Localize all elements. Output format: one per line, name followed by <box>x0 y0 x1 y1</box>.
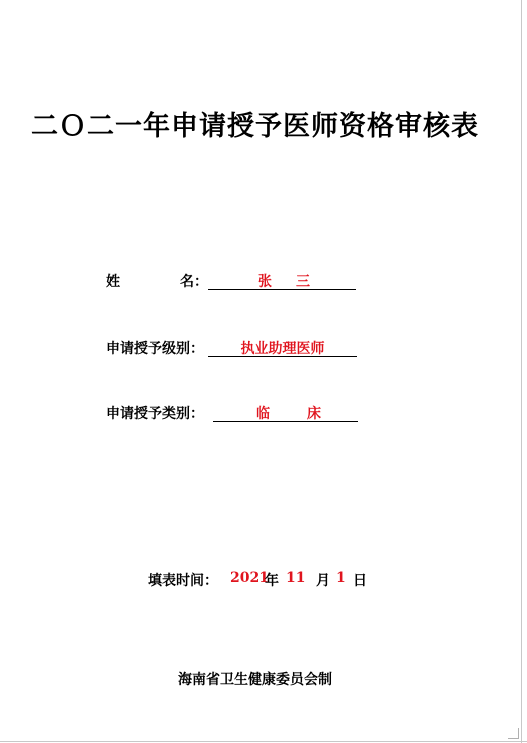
page-right-edge <box>521 0 522 743</box>
date-label: 填表时间： <box>148 573 218 589</box>
page-corner-mark <box>508 728 519 739</box>
date-year[interactable]: 2021 <box>230 570 269 586</box>
date-day-unit: 日 <box>353 573 367 589</box>
name-value-part1: 张 <box>258 274 272 290</box>
document-title: 二Ｏ二一年申请授予医师资格审核表 <box>31 111 479 142</box>
date-year-unit: 年 <box>265 573 279 589</box>
category-value-part2: 床 <box>307 406 321 422</box>
name-value-part2: 三 <box>296 274 310 290</box>
name-label-part2: 名： <box>180 274 208 290</box>
date-day[interactable]: 1 <box>336 570 346 586</box>
category-value-field[interactable] <box>213 403 358 422</box>
date-month-unit: 月 <box>316 573 330 589</box>
category-label: 申请授予类别： <box>106 406 204 422</box>
level-label: 申请授予级别： <box>106 341 204 357</box>
name-label-part1: 姓 <box>106 274 120 290</box>
category-value-part1: 临 <box>256 406 270 422</box>
name-value-field[interactable] <box>208 271 356 290</box>
page-bottom-edge <box>0 741 527 742</box>
date-month[interactable]: 11 <box>286 570 306 586</box>
level-value-field[interactable]: 执业助理医师 <box>208 338 357 357</box>
issuer-text: 海南省卫生健康委员会制 <box>178 672 332 688</box>
